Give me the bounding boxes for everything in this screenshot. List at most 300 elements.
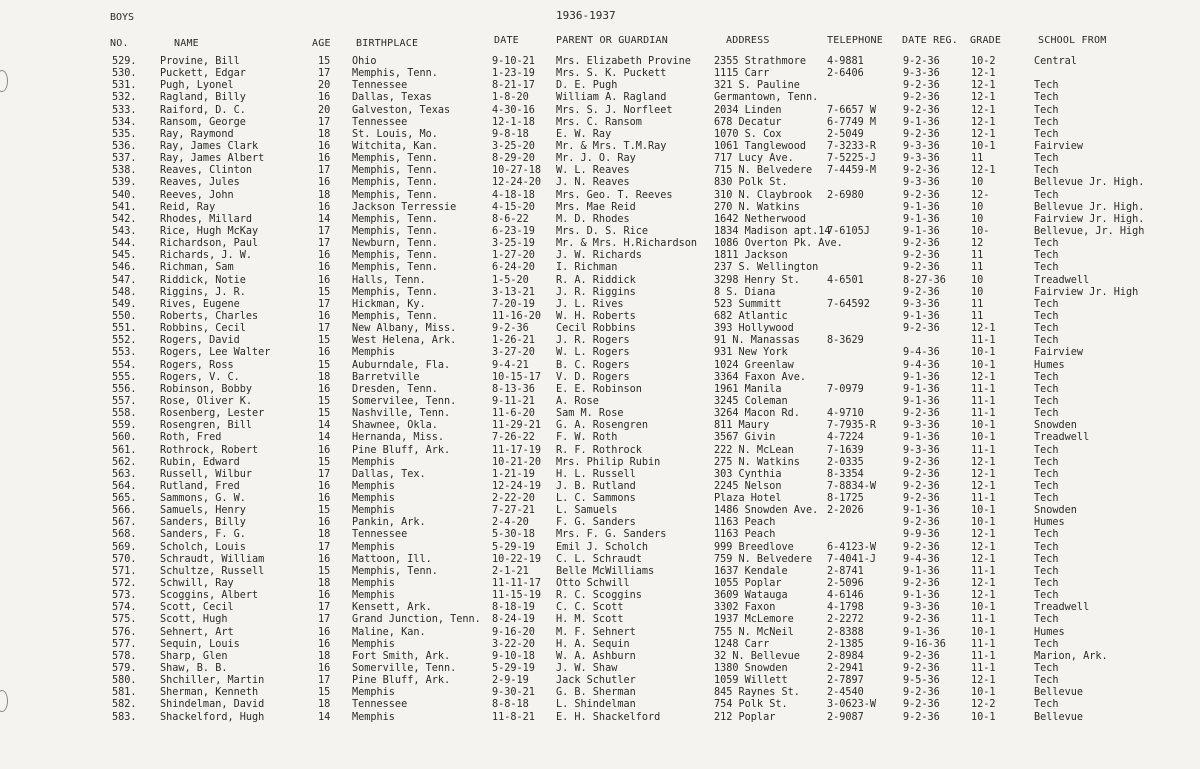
school-from: Snowden xyxy=(1034,420,1077,432)
grade: 12-1 xyxy=(971,468,996,480)
date-registered: 9-2-36 xyxy=(903,517,940,529)
grade: 11 xyxy=(971,153,984,165)
birth-date: 7-27-21 xyxy=(492,505,535,517)
parent-guardian: Belle McWilliams xyxy=(556,565,655,577)
record-number: 539. xyxy=(112,177,137,189)
address: 1070 S. Cox xyxy=(714,128,782,140)
record-number: 573. xyxy=(112,590,137,602)
address: 1961 Manila xyxy=(714,383,782,395)
telephone: 2-2941 xyxy=(827,663,864,675)
birth-date: 1-8-20 xyxy=(492,92,529,104)
address: 237 S. Wellington xyxy=(714,262,819,274)
birth-date: 8-6-22 xyxy=(492,213,529,225)
table-row xyxy=(0,56,1200,68)
student-name: Scott, Cecil xyxy=(160,602,234,614)
date-registered: 9-2-36 xyxy=(903,262,940,274)
telephone: 2-2026 xyxy=(827,505,864,517)
student-name: Rice, Hugh McKay xyxy=(160,225,259,237)
grade: 10 xyxy=(971,213,984,225)
grade: 12-1 xyxy=(971,480,996,492)
age: 15 xyxy=(318,687,331,699)
telephone: 7-4459-M xyxy=(827,165,877,177)
table-row xyxy=(0,712,1200,724)
age: 16 xyxy=(318,92,331,104)
student-name: Rosengren, Bill xyxy=(160,420,253,432)
parent-guardian: W. A. Ashburn xyxy=(556,650,636,662)
student-name: Sharp, Glen xyxy=(160,650,228,662)
table-row xyxy=(0,408,1200,420)
birth-date: 2-1-21 xyxy=(492,565,529,577)
telephone: 4-9881 xyxy=(827,56,864,67)
student-name: Rubin, Edward xyxy=(160,456,240,468)
school-from: Tech xyxy=(1034,395,1059,407)
table-row xyxy=(0,493,1200,505)
table-row xyxy=(0,602,1200,614)
parent-guardian: F. W. Roth xyxy=(556,432,618,444)
address: 1086 Overton Pk. Ave. xyxy=(714,238,843,250)
grade: 10-1 xyxy=(971,626,996,638)
grade: 12-1 xyxy=(971,128,996,140)
record-number: 540. xyxy=(112,189,137,201)
parent-guardian: E. E. Robinson xyxy=(556,383,642,395)
student-name: Scholch, Louis xyxy=(160,541,246,553)
student-name: Sammons, G. W. xyxy=(160,493,246,505)
date-registered: 9-2-36 xyxy=(903,699,940,711)
table-row xyxy=(0,153,1200,165)
school-from: Snowden xyxy=(1034,505,1077,517)
birth-date: 10-21-20 xyxy=(492,456,542,468)
address: 755 N. McNeil xyxy=(714,626,794,638)
record-number: 565. xyxy=(112,493,137,505)
birth-date: 9-10-18 xyxy=(492,650,535,662)
telephone: 4-1798 xyxy=(827,602,864,614)
age: 15 xyxy=(318,408,331,420)
record-number: 555. xyxy=(112,371,137,383)
address: 1248 Carr xyxy=(714,638,770,650)
parent-guardian: L. Samuels xyxy=(556,505,618,517)
parent-guardian: Mrs. C. Ransom xyxy=(556,116,642,128)
age: 15 xyxy=(318,565,331,577)
student-name: Shchiller, Martin xyxy=(160,675,265,687)
telephone: 7-0979 xyxy=(827,383,864,395)
grade: 12-1 xyxy=(971,104,996,116)
age: 16 xyxy=(318,444,331,456)
student-name: Ray, James Albert xyxy=(160,153,265,165)
age: 14 xyxy=(318,213,331,225)
grade: 11-1 xyxy=(971,565,996,577)
grade: 11-1 xyxy=(971,650,996,662)
address: 1937 McLemore xyxy=(714,614,794,626)
date-registered: 9-3-36 xyxy=(903,420,940,432)
parent-guardian: D. E. Pugh xyxy=(556,80,618,92)
record-number: 552. xyxy=(112,335,137,347)
age: 16 xyxy=(318,553,331,565)
date-registered: 9-2-36 xyxy=(903,493,940,505)
birth-date: 2-4-20 xyxy=(492,517,529,529)
school-from: Bellevue xyxy=(1034,687,1084,699)
address: 830 Polk St. xyxy=(714,177,788,189)
parent-guardian: J. W. Richards xyxy=(556,250,642,262)
school-from: Tech xyxy=(1034,165,1059,177)
birth-date: 4-30-16 xyxy=(492,104,535,116)
birthplace: Tennessee xyxy=(352,80,408,92)
school-from: Tech xyxy=(1034,383,1059,395)
date-registered: 9-2-36 xyxy=(903,711,940,723)
parent-guardian: Mr. & Mrs. H.Richardson xyxy=(556,238,698,250)
birth-date: 7-20-19 xyxy=(492,298,535,310)
birthplace: Memphis, Tenn. xyxy=(352,68,438,80)
record-number: 561. xyxy=(112,444,137,456)
birthplace: Memphis xyxy=(352,687,395,699)
age: 16 xyxy=(318,590,331,602)
date-registered: 9-2-36 xyxy=(903,408,940,420)
section-label: BOYS xyxy=(110,12,135,23)
birthplace: Memphis, Tenn. xyxy=(352,213,438,225)
telephone: 7-6657 W xyxy=(827,104,877,116)
parent-guardian: J. B. Rutland xyxy=(556,480,636,492)
parent-guardian: Mrs. S. J. Norfleet xyxy=(556,104,673,116)
parent-guardian: Mrs. F. G. Sanders xyxy=(556,529,667,541)
student-name: Sequin, Louis xyxy=(160,638,240,650)
birthplace: Tennessee xyxy=(352,116,408,128)
parent-guardian: L. Shindelman xyxy=(556,699,636,711)
birth-date: 5-29-19 xyxy=(492,663,535,675)
grade: 10-1 xyxy=(971,602,996,614)
age: 16 xyxy=(318,480,331,492)
header-date: DATE xyxy=(494,35,519,46)
birth-date: 11-16-20 xyxy=(492,310,542,322)
birth-date: 10-15-17 xyxy=(492,371,542,383)
date-registered: 9-2-36 xyxy=(903,578,940,590)
date-registered: 9-4-36 xyxy=(903,347,940,359)
school-from: Marion, Ark. xyxy=(1034,650,1108,662)
table-row xyxy=(0,663,1200,675)
birthplace: Memphis xyxy=(352,541,395,553)
age: 16 xyxy=(318,250,331,262)
address: 32 N. Bellevue xyxy=(714,650,800,662)
address: 3302 Faxon xyxy=(714,602,776,614)
record-number: 571. xyxy=(112,565,137,577)
birthplace: Dallas, Tex. xyxy=(352,468,426,480)
student-name: Rogers, David xyxy=(160,335,240,347)
student-name: Schraudt, William xyxy=(160,553,265,565)
parent-guardian: J. R. Riggins xyxy=(556,286,636,298)
student-name: Reaves, Clinton xyxy=(160,165,253,177)
student-name: Raiford, D. C. xyxy=(160,104,246,116)
school-from: Tech xyxy=(1034,335,1059,347)
parent-guardian: V. D. Rogers xyxy=(556,371,630,383)
birth-date: 8-13-36 xyxy=(492,383,535,395)
table-row xyxy=(0,92,1200,104)
address: 1834 Madison apt.14 xyxy=(714,225,831,237)
telephone: 2-8388 xyxy=(827,626,864,638)
student-name: Ray, James Clark xyxy=(160,140,259,152)
age: 20 xyxy=(318,80,331,92)
table-row xyxy=(0,311,1200,323)
student-name: Rothrock, Robert xyxy=(160,444,259,456)
telephone: 2-7897 xyxy=(827,675,864,687)
age: 17 xyxy=(318,614,331,626)
birthplace: Kensett, Ark. xyxy=(352,602,432,614)
address: 310 N. Claybrook xyxy=(714,189,813,201)
school-from: Tech xyxy=(1034,590,1059,602)
birth-date: 1-5-20 xyxy=(492,274,529,286)
date-registered: 9-2-36 xyxy=(903,456,940,468)
record-number: 580. xyxy=(112,675,137,687)
record-number: 575. xyxy=(112,614,137,626)
table-row xyxy=(0,420,1200,432)
parent-guardian: L. C. Sammons xyxy=(556,493,636,505)
parent-guardian: J. N. Reaves xyxy=(556,177,630,189)
date-registered: 9-9-36 xyxy=(903,529,940,541)
birth-date: 11-29-21 xyxy=(492,420,542,432)
address: 717 Lucy Ave. xyxy=(714,153,794,165)
age: 17 xyxy=(318,602,331,614)
date-registered: 9-2-36 xyxy=(903,541,940,553)
school-from: Tech xyxy=(1034,262,1059,274)
telephone: 4-6501 xyxy=(827,274,864,286)
record-number: 562. xyxy=(112,456,137,468)
parent-guardian: W. L. Reaves xyxy=(556,165,630,177)
age: 17 xyxy=(318,68,331,80)
date-registered: 9-4-36 xyxy=(903,359,940,371)
date-registered: 9-16-36 xyxy=(903,638,946,650)
birthplace: Memphis, Tenn. xyxy=(352,262,438,274)
parent-guardian: William A. Ragland xyxy=(556,92,667,104)
address: 1061 Tanglewood xyxy=(714,140,807,152)
header-address: ADDRESS xyxy=(726,35,770,46)
age: 15 xyxy=(318,359,331,371)
birthplace: Hernanda, Miss. xyxy=(352,432,445,444)
telephone: 2-1385 xyxy=(827,638,864,650)
student-name: Shaw, B. B. xyxy=(160,663,228,675)
birthplace: Hickman, Ky. xyxy=(352,298,426,310)
telephone: 2-4540 xyxy=(827,687,864,699)
date-registered: 9-2-36 xyxy=(903,650,940,662)
student-name: Ransom, George xyxy=(160,116,246,128)
school-from: Treadwell xyxy=(1034,274,1090,286)
table-row xyxy=(0,542,1200,554)
table-row xyxy=(0,432,1200,444)
record-number: 581. xyxy=(112,687,137,699)
table-row xyxy=(0,396,1200,408)
table-row xyxy=(0,323,1200,335)
student-name: Robinson, Bobby xyxy=(160,383,253,395)
school-from: Central xyxy=(1034,56,1077,67)
birthplace: New Albany, Miss. xyxy=(352,323,457,335)
address: 3264 Macon Rd. xyxy=(714,408,800,420)
school-from: Tech xyxy=(1034,80,1059,92)
record-number: 560. xyxy=(112,432,137,444)
table-row xyxy=(0,505,1200,517)
birth-date: 3-25-19 xyxy=(492,238,535,250)
school-from: Tech xyxy=(1034,371,1059,383)
birthplace: Halls, Tenn. xyxy=(352,274,426,286)
telephone: 7-5225-J xyxy=(827,153,877,165)
age: 14 xyxy=(318,432,331,444)
birthplace: Dresden, Tenn. xyxy=(352,383,438,395)
grade: 10-1 xyxy=(971,420,996,432)
school-from: Tech xyxy=(1034,614,1059,626)
table-row xyxy=(0,226,1200,238)
telephone: 7-3233-R xyxy=(827,140,877,152)
student-name: Sehnert, Art xyxy=(160,626,234,638)
date-registered: 9-2-36 xyxy=(903,189,940,201)
record-number: 541. xyxy=(112,201,137,213)
telephone: 2-5049 xyxy=(827,128,864,140)
table-row xyxy=(0,687,1200,699)
grade: 12- xyxy=(971,189,990,201)
age: 17 xyxy=(318,468,331,480)
address: 715 N. Belvedere xyxy=(714,165,813,177)
age: 16 xyxy=(318,262,331,274)
address: 275 N. Watkins xyxy=(714,456,800,468)
grade: 12-1 xyxy=(971,68,996,80)
age: 17 xyxy=(318,675,331,687)
age: 16 xyxy=(318,274,331,286)
table-row xyxy=(0,699,1200,711)
birthplace: Mattoon, Ill. xyxy=(352,553,432,565)
age: 18 xyxy=(318,529,331,541)
record-number: 578. xyxy=(112,650,137,662)
address: 3245 Coleman xyxy=(714,395,788,407)
school-from: Fairview xyxy=(1034,140,1084,152)
record-number: 572. xyxy=(112,578,137,590)
parent-guardian: Emil J. Scholch xyxy=(556,541,649,553)
telephone: 6-4123-W xyxy=(827,541,877,553)
age: 17 xyxy=(318,541,331,553)
record-number: 582. xyxy=(112,699,137,711)
student-name: Puckett, Edgar xyxy=(160,68,246,80)
address: 212 Poplar xyxy=(714,711,776,723)
parent-guardian: Mrs. Mae Reid xyxy=(556,201,636,213)
record-number: 531. xyxy=(112,80,137,92)
student-name: Richardson, Paul xyxy=(160,238,259,250)
date-registered: 9-2-36 xyxy=(903,92,940,104)
record-number: 549. xyxy=(112,298,137,310)
parent-guardian: H. M. Scott xyxy=(556,614,624,626)
record-number: 532. xyxy=(112,92,137,104)
grade: 12-1 xyxy=(971,80,996,92)
grade: 11 xyxy=(971,298,984,310)
birthplace: Tennessee xyxy=(352,699,408,711)
grade: 12-1 xyxy=(971,553,996,565)
address: 678 Decatur xyxy=(714,116,782,128)
telephone: 2-8984 xyxy=(827,650,864,662)
student-name: Shindelman, David xyxy=(160,699,265,711)
telephone: 7-8834-W xyxy=(827,480,877,492)
school-from: Tech xyxy=(1034,468,1059,480)
table-row xyxy=(0,566,1200,578)
record-number: 547. xyxy=(112,274,137,286)
record-number: 557. xyxy=(112,395,137,407)
address: 931 New York xyxy=(714,347,788,359)
birthplace: Witchita, Kan. xyxy=(352,140,438,152)
address: 222 N. McLean xyxy=(714,444,794,456)
birth-date: 2-22-20 xyxy=(492,493,535,505)
parent-guardian: R. A. Riddick xyxy=(556,274,636,286)
date-registered: 9-2-36 xyxy=(903,104,940,116)
student-name: Rogers, Ross xyxy=(160,359,234,371)
table-row xyxy=(0,360,1200,372)
school-from: Tech xyxy=(1034,553,1059,565)
student-name: Rogers, Lee Walter xyxy=(160,347,271,359)
birthplace: Memphis xyxy=(352,505,395,517)
telephone: 2-8741 xyxy=(827,565,864,577)
telephone: 4-6146 xyxy=(827,590,864,602)
date-registered: 9-1-36 xyxy=(903,371,940,383)
grade: 11 xyxy=(971,262,984,274)
address: 3609 Watauga xyxy=(714,590,788,602)
parent-guardian: Mr. J. O. Ray xyxy=(556,153,636,165)
school-from: Tech xyxy=(1034,675,1059,687)
grade: 12-1 xyxy=(971,456,996,468)
birthplace: Shawnee, Okla. xyxy=(352,420,438,432)
birthplace: Memphis xyxy=(352,711,395,723)
address: Plaza Hotel xyxy=(714,493,782,505)
record-number: 530. xyxy=(112,68,137,80)
grade: 12-1 xyxy=(971,590,996,602)
address: 8 S. Diana xyxy=(714,286,776,298)
record-number: 566. xyxy=(112,505,137,517)
grade: 12 xyxy=(971,238,984,250)
record-number: 577. xyxy=(112,638,137,650)
birth-date: 3-25-20 xyxy=(492,140,535,152)
telephone: 2-0335 xyxy=(827,456,864,468)
grade: 11-1 xyxy=(971,383,996,395)
date-registered: 9-3-36 xyxy=(903,177,940,189)
header-no: NO. xyxy=(110,38,129,49)
birth-date: 11-6-20 xyxy=(492,408,535,420)
grade: 10-1 xyxy=(971,711,996,723)
header-school-from: SCHOOL FROM xyxy=(1038,35,1107,46)
parent-guardian: G. A. Rosengren xyxy=(556,420,649,432)
table-row xyxy=(0,529,1200,541)
table-row xyxy=(0,238,1200,250)
telephone: 7-6105J xyxy=(827,225,870,237)
school-from: Tech xyxy=(1034,541,1059,553)
birth-date: 3-22-20 xyxy=(492,638,535,650)
student-name: Roth, Fred xyxy=(160,432,222,444)
birth-date: 10-22-19 xyxy=(492,553,542,565)
address: 1163 Peach xyxy=(714,517,776,529)
record-number: 545. xyxy=(112,250,137,262)
birthplace: Pine Bluff, Ark. xyxy=(352,675,451,687)
table-row xyxy=(0,68,1200,80)
student-name: Ray, Raymond xyxy=(160,128,234,140)
parent-guardian: Cecil Robbins xyxy=(556,323,636,335)
age: 16 xyxy=(318,493,331,505)
student-name: Pugh, Lyonel xyxy=(160,80,234,92)
telephone: 8-1725 xyxy=(827,493,864,505)
telephone: 7-4041-J xyxy=(827,553,877,565)
grade: 12-1 xyxy=(971,675,996,687)
birth-date: 11-8-21 xyxy=(492,711,535,723)
age: 18 xyxy=(318,699,331,711)
record-number: 533. xyxy=(112,104,137,116)
parent-guardian: C. L. Schraudt xyxy=(556,553,642,565)
birth-date: 9-11-21 xyxy=(492,395,535,407)
age: 16 xyxy=(318,517,331,529)
address: 3567 Givin xyxy=(714,432,776,444)
date-registered: 9-2-36 xyxy=(903,663,940,675)
birthplace: Ohio xyxy=(352,56,377,67)
student-name: Samuels, Henry xyxy=(160,505,246,517)
age: 16 xyxy=(318,140,331,152)
grade: 10 xyxy=(971,201,984,213)
parent-guardian: A. Rose xyxy=(556,395,599,407)
telephone: 2-5096 xyxy=(827,578,864,590)
